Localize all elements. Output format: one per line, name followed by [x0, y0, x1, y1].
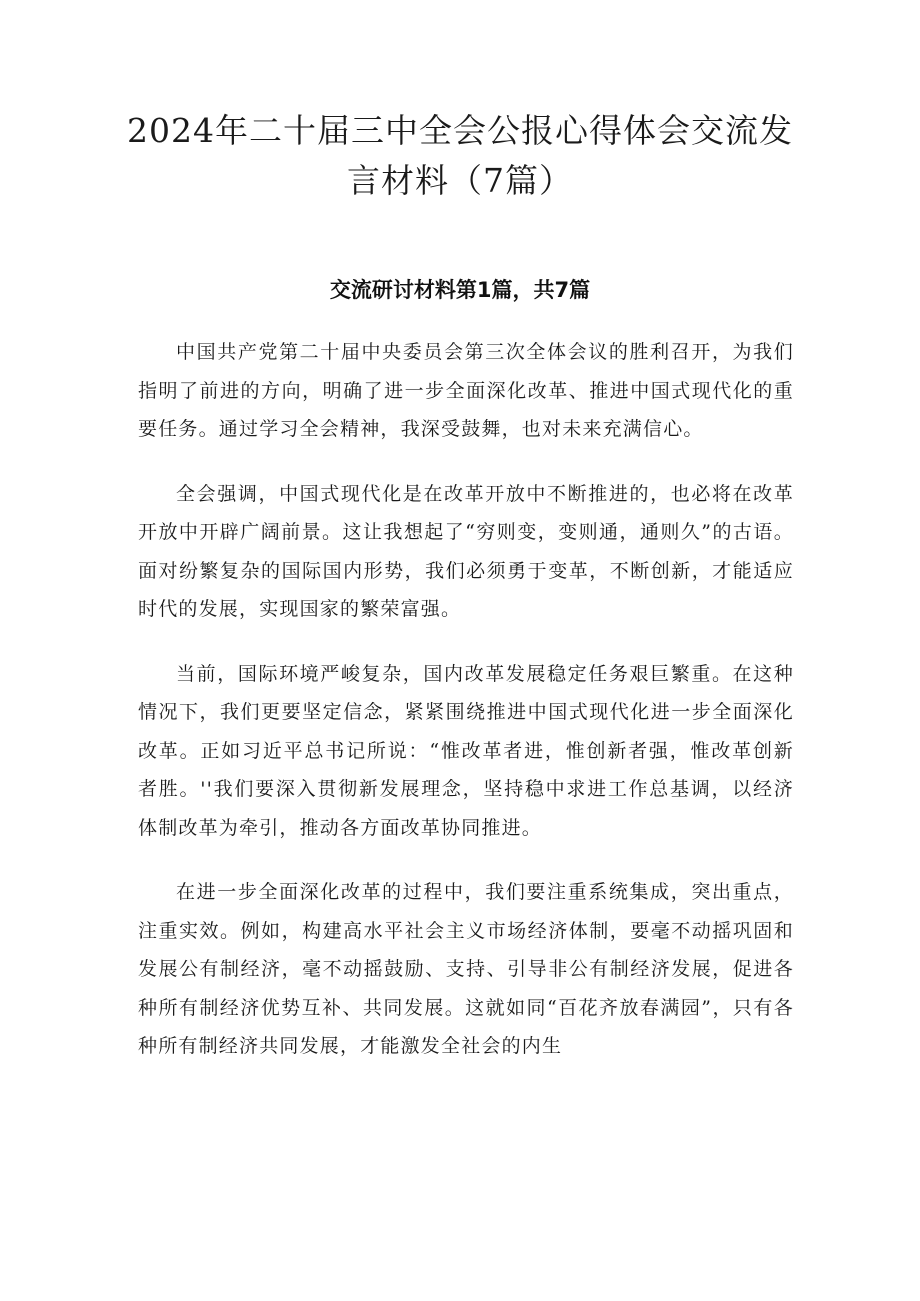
paragraph: 全会强调，中国式现代化是在改革开放中不断推进的，也必将在改革开放中开辟广阔前景。这让我想起了“穷则变，变则通，通则久”的古语。面对纷繁复杂的国际国内形势，我们必须勇于变革，不断创新，才能适应时代的发展，实现国家的繁荣富强。	[138, 482, 794, 620]
paragraph: 在进一步全面深化改革的过程中，我们要注重系统集成，突出重点，注重实效。例如，构建高水平社会主义市场经济体制，要毫不动摇巩固和发展公有制经济，毫不动摇鼓励、支持、引导非公有制经济发展，促进各种所有制经济优势互补、共同发展。这就如同“百花齐放春满园”，只有各种所有制经济共同发展，才能激发全社会的内生	[138, 881, 794, 1057]
paragraph: 中国共产党第二十届中央委员会第三次全体会议的胜利召开，为我们指明了前进的方向，明确了进一步全面深化改革、推进中国式现代化的重要任务。通过学习全会精神，我深受鼓舞，也对未来充满信心。	[138, 341, 794, 440]
section-heading: 交流研讨材料第1篇，共7篇	[329, 278, 591, 302]
paragraph: 当前，国际环境严峻复杂，国内改革发展稳定任务艰巨繁重。在这种情况下，我们更要坚定信念，紧紧围绕推进中国式现代化进一步全面深化改革。正如习近平总书记所说：“惟改革者进，惟创新者强，惟改革创新者胜。''我们要深入贯彻新发展理念，坚持稳中求进工作总基调，以经济体制改革为牵引，推动各方面改革协同推进。	[138, 662, 794, 839]
document-title: 2024年二十届三中全会公报心得体会交流发言材料（7篇）	[127, 111, 793, 200]
document-body	[138, 333, 794, 1092]
